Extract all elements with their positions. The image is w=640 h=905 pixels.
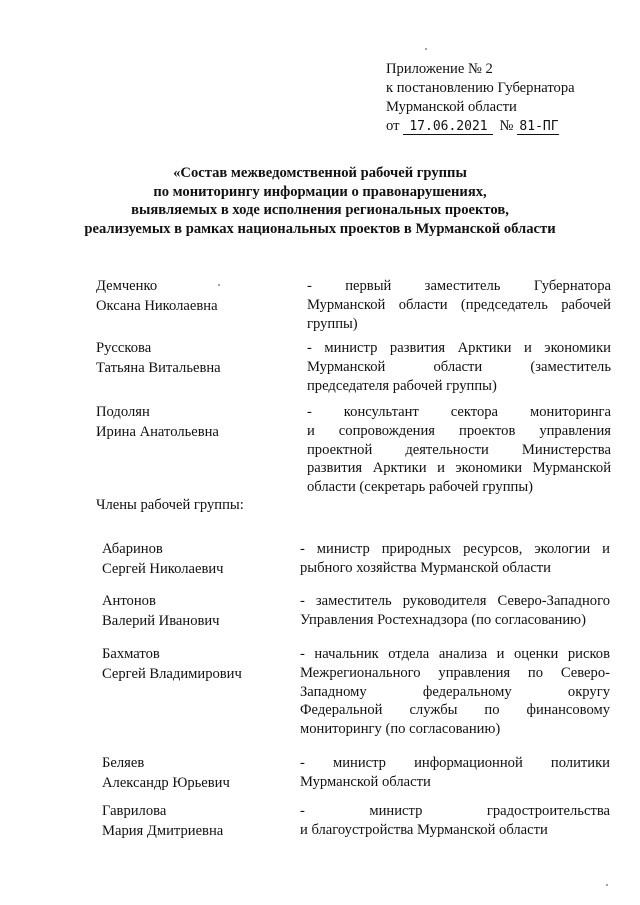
- annex-decree-ref: к постановлению Губернатора: [386, 80, 575, 96]
- person-name: [102, 645, 242, 684]
- person-surname: Абаринов: [102, 541, 163, 557]
- role-line: рыбного хозяйства Мурманской области: [300, 559, 551, 576]
- role-line: - первый заместитель Губернатора: [307, 278, 611, 294]
- role-line: - министр развития Арктики и экономики: [307, 340, 611, 356]
- person-role: [300, 645, 610, 739]
- role-line: Западному федеральному округу: [300, 683, 610, 700]
- annex-title: Приложение № 2: [386, 61, 493, 77]
- decree-number: 81-ПГ: [519, 119, 559, 134]
- person-role: [307, 339, 611, 395]
- role-line: - министр градостроительства: [300, 803, 610, 819]
- role-line: - министр природных ресурсов, экологии и: [300, 541, 610, 557]
- scan-speck: [218, 284, 220, 286]
- role-line: - заместитель руководителя Северо-Западного: [300, 593, 610, 609]
- person-surname: Бахматов: [102, 646, 160, 662]
- person-surname: Гаврилова: [102, 803, 167, 819]
- person-given-names: Мария Дмитриевна: [102, 822, 224, 839]
- scan-speck: [606, 884, 608, 886]
- person-role: [307, 277, 611, 333]
- scan-speck: [425, 48, 427, 50]
- person-name: [102, 802, 223, 841]
- person-name: [102, 754, 230, 793]
- role-line: - начальник отдела анализа и оценки рисков: [300, 646, 610, 662]
- role-line: Межрегионального управления по Северо-: [300, 664, 610, 681]
- role-line: группы): [307, 315, 358, 332]
- person-role: [300, 754, 610, 792]
- role-line: Мурманской области (председатель рабочей: [307, 296, 611, 313]
- person-role: [300, 592, 610, 630]
- document-title: [60, 164, 580, 238]
- title-line: выявляемых в ходе исполнения региональных проектов,: [131, 202, 509, 218]
- title-line: реализуемых в рамках национальных проектов в Мурманской области: [84, 220, 556, 237]
- person-given-names: Татьяна Витальевна: [96, 359, 221, 376]
- role-line: и благоустройства Мурманской области: [300, 821, 548, 838]
- person-role: [300, 802, 610, 840]
- person-surname: Антонов: [102, 593, 156, 609]
- role-line: Мурманской области (заместитель: [307, 358, 611, 375]
- person-surname: Русскова: [96, 340, 152, 356]
- person-given-names: Сергей Владимирович: [102, 665, 242, 682]
- person-role: [307, 403, 611, 497]
- person-name: [96, 339, 221, 378]
- annex-header: [386, 60, 575, 136]
- person-surname: Демченко: [96, 278, 158, 294]
- person-name: [96, 277, 218, 316]
- annex-date-line: [386, 117, 575, 136]
- title-line: «Состав межведомственной рабочей группы: [173, 165, 467, 181]
- number-label: №: [499, 118, 514, 134]
- person-surname: Беляев: [102, 755, 145, 771]
- person-name: [102, 540, 224, 579]
- person-given-names: Александр Юрьевич: [102, 774, 230, 791]
- members-heading: Члены рабочей группы:: [96, 497, 244, 513]
- person-role: [300, 540, 610, 578]
- role-line: области (секретарь рабочей группы): [307, 479, 533, 496]
- role-line: - министр информационной политики: [300, 755, 610, 771]
- role-line: проектной деятельности Министерства: [307, 441, 611, 458]
- role-line: мониторингу (по согласованию): [300, 721, 501, 738]
- person-name: [96, 403, 219, 442]
- person-given-names: Сергей Николаевич: [102, 560, 224, 577]
- title-line: по мониторингу информации о правонарушениях,: [153, 183, 487, 200]
- decree-date: 17.06.2021: [403, 120, 493, 135]
- role-line: и сопровождения проектов управления: [307, 422, 611, 439]
- role-line: Управления Ростехнадзора (по согласованию): [300, 611, 586, 628]
- person-given-names: Оксана Николаевна: [96, 297, 218, 314]
- role-line: Федеральной службы по финансовому: [300, 702, 610, 719]
- annex-region: Мурманской области: [386, 99, 517, 115]
- role-line: председателя рабочей группы): [307, 377, 497, 394]
- person-surname: Подолян: [96, 404, 150, 420]
- person-name: [102, 592, 220, 631]
- from-label: от: [386, 118, 400, 134]
- role-line: развития Арктики и экономики Мурманской: [307, 460, 611, 477]
- role-line: Мурманской области: [300, 773, 431, 790]
- person-given-names: Ирина Анатольевна: [96, 423, 219, 440]
- role-line: - консультант сектора мониторинга: [307, 404, 611, 420]
- person-given-names: Валерий Иванович: [102, 612, 220, 629]
